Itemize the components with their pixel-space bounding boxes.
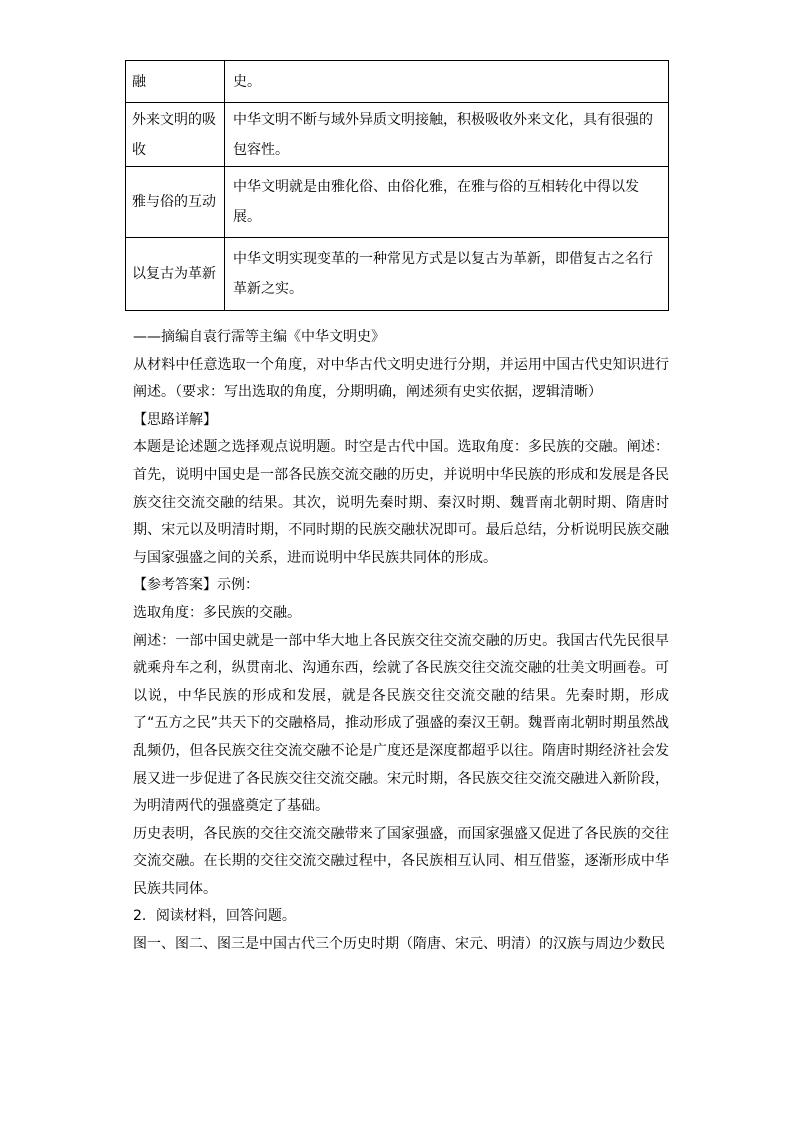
question-text: 从材料中任意选取一个角度，对中华古代文明史进行分期，并运用中国古代史知识进行阐述。（要求：写出选取的角度，分期明确，阐述须有史实依据，逻辑清晰） xyxy=(133,356,669,401)
content-cell: 史。 xyxy=(225,61,669,103)
analysis-heading: 【思路详解】 xyxy=(133,411,217,428)
material-table xyxy=(125,60,669,311)
table-row xyxy=(126,103,669,167)
question-2-intro: 图一、图二、图三是中国古代三个历史时期（隋唐、宋元、明清）的汉族与周边少数民 xyxy=(133,936,665,953)
content-cell: 中华文明就是由雅化俗、由俗化雅，在雅与俗的互相转化中得以发展。 xyxy=(225,167,669,238)
aspect-cell: 融 xyxy=(126,61,225,103)
aspect-cell: 雅与俗的互动 xyxy=(126,167,225,238)
answer-heading: 【参考答案】示例： xyxy=(133,577,259,594)
answer-angle: 选取角度：多民族的交融。 xyxy=(133,604,301,621)
answer-body: 阐述：一部中国史就是一部中华大地上各民族交往交流交融的历史。我国古代先民很早就乘舟车之利，纵贯南北、沟通东西，绘就了各民族交往交流交融的壮美文明画卷。可以说，中华民族的形成和发展，就是各民族交往交流交融的结果。先秦时期，形成了“五方之民”共天下的交融格局，推动形成了强盛的秦汉王朝。魏晋南北朝时期虽然战乱频仍，但各民族交往交流交融不论是广度还是深度都超乎以往。隋唐时期经济社会发展又进一步促进了各民族交往交流交融。宋元时期，各民族交往交流交融进入新阶段，为明清两代的强盛奠定了基础。 xyxy=(133,632,669,815)
table-row xyxy=(126,238,669,311)
aspect-cell: 外来文明的吸收 xyxy=(126,103,225,167)
analysis-text: 本题是论述题之选择观点说明题。时空是古代中国。选取角度：多民族的交融。阐述：首先，说明中国史是一部各民族交流交融的历史，并说明中华民族的形成和发展是各民族交往交流交融的结果。其次，说明先秦时期、秦汉时期、魏晋南北朝时期、隋唐时期、宋元以及明清时期，不同时期的民族交融状况即可。最后总结，分析说明民族交融与国家强盛之间的关系，进而说明中华民族共同体的形成。 xyxy=(133,439,669,566)
answer-conclusion: 历史表明，各民族的交往交流交融带来了国家强盛，而国家强盛又促进了各民族的交往交流交融。在长期的交往交流交融过程中，各民族相互认同、相互借鉴，逐渐形成中华民族共同体。 xyxy=(133,825,669,897)
table-row xyxy=(126,167,669,238)
source-citation: ——摘编自袁行霈等主编《中华文明史》 xyxy=(133,329,385,345)
table-row xyxy=(126,61,669,103)
content-cell: 中华文明不断与域外异质文明接触，积极吸收外来文化，具有很强的包容性。 xyxy=(225,103,669,167)
question-2-title: 2．阅读材料，回答问题。 xyxy=(133,908,296,925)
aspect-cell: 以复古为革新 xyxy=(126,238,225,311)
body-text xyxy=(133,324,669,959)
content-cell: 中华文明实现变革的一种常见方式是以复古为革新，即借复古之名行革新之实。 xyxy=(225,238,669,311)
